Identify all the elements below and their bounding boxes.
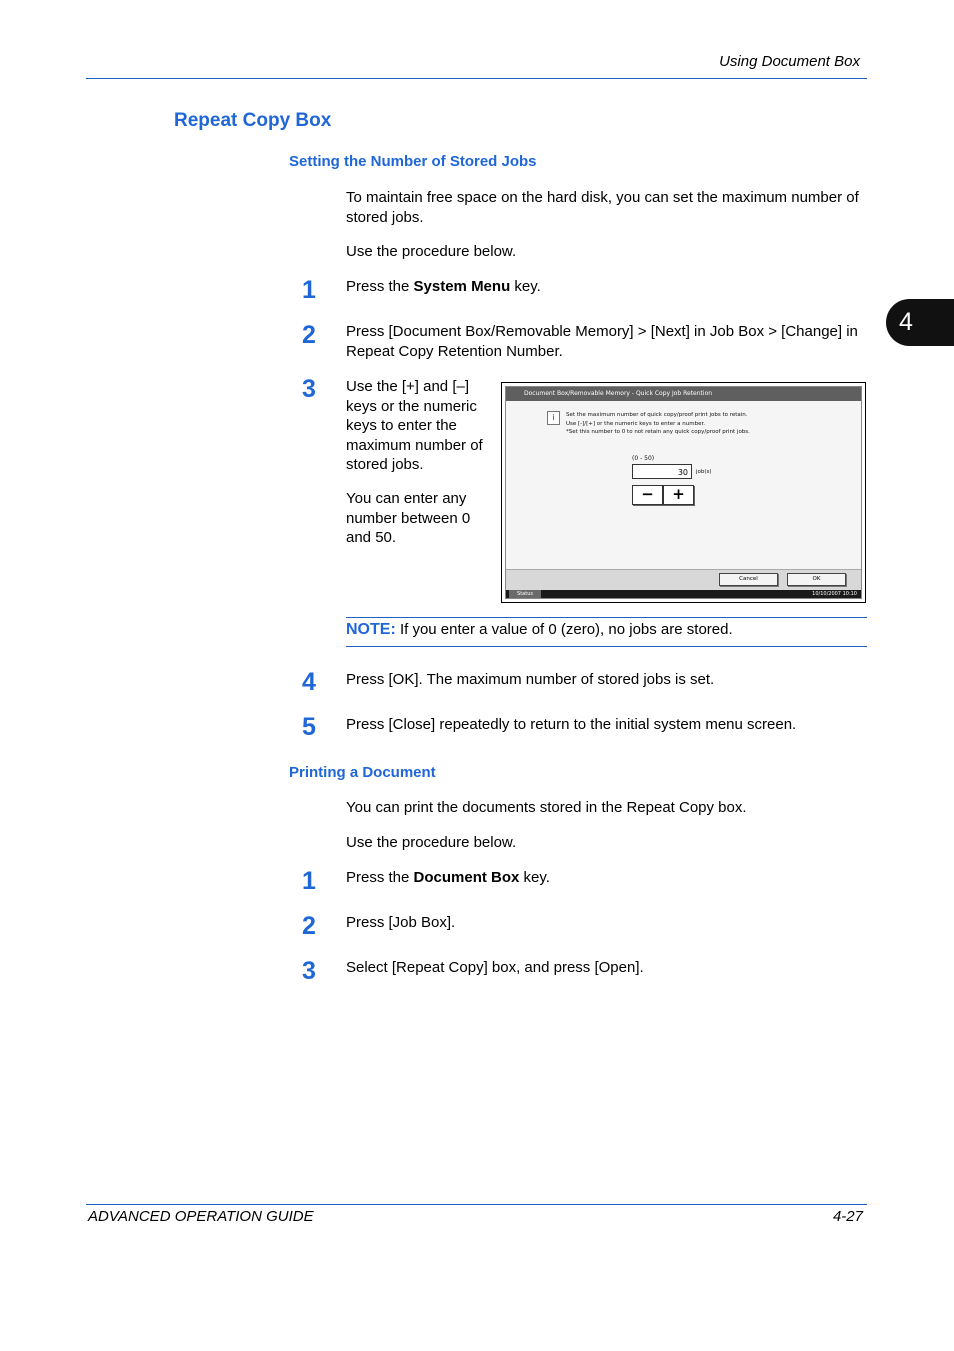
header-rule (86, 78, 867, 79)
note-text: If you enter a value of 0 (zero), no jobs are stored. (395, 621, 733, 638)
step-text: Select [Repeat Copy] box, and press [Open]. (346, 959, 644, 976)
step-number: 2 (302, 912, 316, 940)
step-text: Press [OK]. The maximum number of stored jobs is set. (346, 671, 715, 688)
cancel-button[interactable]: Cancel (719, 573, 778, 586)
note-rule-bottom (346, 646, 867, 647)
step-number: 1 (302, 276, 316, 304)
step-number: 3 (302, 375, 316, 403)
status-datetime: 10/10/2007 10:10 (812, 591, 857, 597)
step-number: 3 (302, 957, 316, 985)
step-text: Use the [+] and [–] keys or the numeric keys to enter the maximum number of stored jobs. (346, 378, 483, 473)
step-text-pre: Press the (346, 869, 414, 886)
status-bar (506, 590, 861, 598)
status-button[interactable]: Status (509, 590, 541, 598)
section-heading-stored-jobs: Setting the Number of Stored Jobs (289, 153, 537, 170)
panel-screen-area (505, 386, 862, 599)
running-header: Using Document Box (719, 53, 860, 70)
section1-intro: To maintain free space on the hard disk, you can set the maximum number of stored jobs. (346, 189, 859, 226)
footer-rule (86, 1204, 867, 1205)
note-label: NOTE: (346, 621, 396, 638)
key-name: System Menu (413, 278, 511, 295)
range-label: (0 - 50) (632, 455, 655, 462)
key-name: Document Box (413, 869, 520, 886)
panel-screenshot (501, 382, 866, 603)
step-text: Press [Document Box/Removable Memory] > [Next] in Job Box > [Change] in Repeat Copy Retention Number. (346, 323, 858, 360)
step-text (346, 868, 550, 888)
page-title: Repeat Copy Box (174, 110, 332, 131)
step-text: Press [Job Box]. (346, 914, 456, 931)
step-text-post: key. (519, 869, 550, 886)
section-heading-printing: Printing a Document (289, 764, 436, 781)
step-text-pre: Press the (346, 278, 414, 295)
section2-intro: You can print the documents stored in the Repeat Copy box. (346, 799, 747, 816)
step-number: 1 (302, 867, 316, 895)
note-rule-top (346, 617, 867, 618)
footer-page-number: 4-27 (832, 1208, 863, 1225)
panel-message: Set the maximum number of quick copy/proof print jobs to retain. Use [-]/[+] or the numeric keys to enter a number. *Set this number to 0 to not retain any quick copy/proof print jobs. (566, 412, 750, 435)
minus-button[interactable]: − (632, 485, 663, 505)
unit-label: job(s) (696, 469, 712, 475)
step-text: Press [Close] repeatedly to return to the initial system menu screen. (346, 716, 797, 733)
section2-procedure: Use the procedure below. (346, 834, 517, 851)
step-number: 5 (302, 713, 316, 741)
note (346, 620, 733, 640)
chapter-tab: 4 (886, 299, 954, 346)
section1-procedure: Use the procedure below. (346, 243, 517, 260)
panel-title-bar: Document Box/Removable Memory - Quick Copy Job Retention (506, 387, 861, 401)
step-text-post: key. (510, 278, 541, 295)
step-number: 4 (302, 668, 316, 696)
footer-guide-title: ADVANCED OPERATION GUIDE (88, 1208, 314, 1225)
plus-button[interactable]: + (663, 485, 694, 505)
panel-button-bar (506, 569, 861, 590)
step-number: 2 (302, 321, 316, 349)
step-text (346, 277, 541, 297)
ok-button[interactable]: OK (787, 573, 846, 586)
info-icon: i (547, 411, 560, 425)
job-count-field[interactable]: 30 (632, 464, 692, 479)
step-text-range: You can enter any number between 0 and 50. (346, 490, 471, 546)
